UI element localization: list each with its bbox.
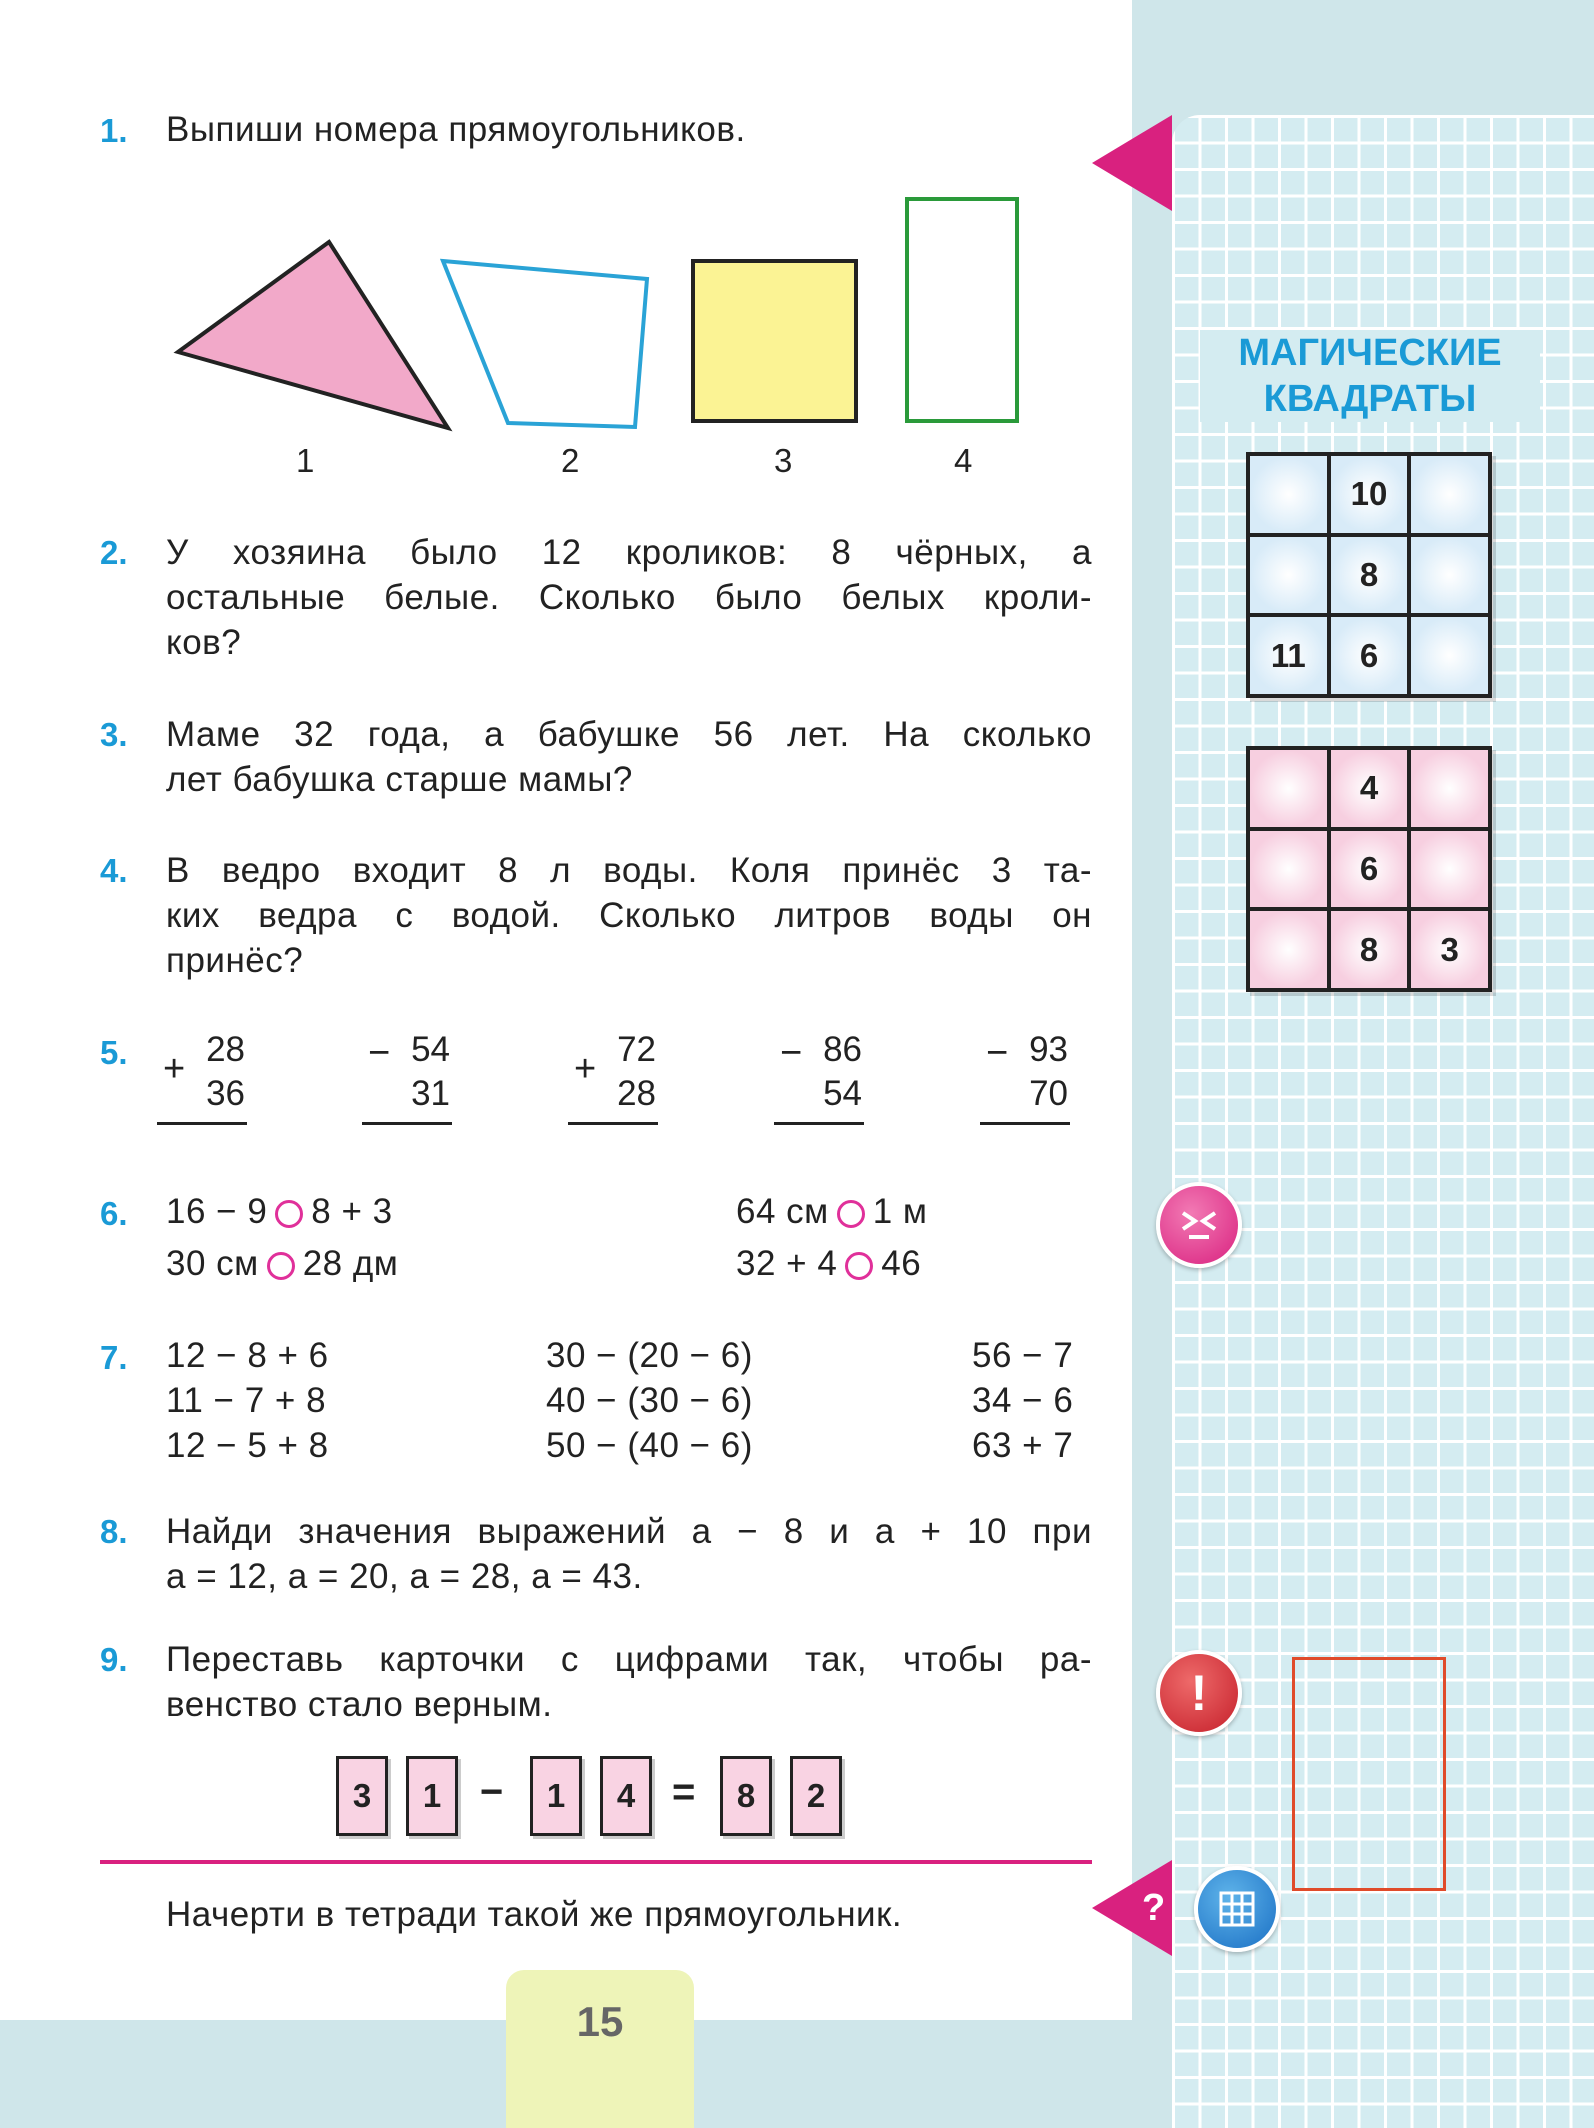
divider — [100, 1860, 1092, 1864]
magic-cell[interactable]: 11 — [1250, 617, 1327, 694]
task-line: ков? — [166, 623, 242, 662]
compare-row — [736, 1244, 921, 1284]
operand-top: 93 — [1029, 1030, 1068, 1069]
minus-sign: − — [480, 1770, 504, 1814]
page-number: 15 — [506, 1970, 694, 2128]
sample-rectangle — [1292, 1657, 1446, 1891]
operand-top: 72 — [617, 1030, 656, 1069]
magic-cell[interactable] — [1411, 456, 1488, 533]
compare-left: 32 + 4 — [736, 1244, 838, 1283]
operator: + — [163, 1048, 186, 1090]
square-shape — [693, 261, 856, 421]
magic-cell[interactable]: 6 — [1331, 617, 1408, 694]
magic-cell[interactable] — [1250, 911, 1327, 988]
expression: 30 − (20 − 6) — [546, 1336, 753, 1375]
exclamation-icon[interactable]: ! — [1156, 1650, 1242, 1736]
svg-text:?: ? — [1142, 1887, 1166, 1929]
compare-circle[interactable] — [837, 1200, 865, 1228]
magic-cell[interactable] — [1411, 537, 1488, 614]
sum-line — [774, 1122, 864, 1125]
task-line: венство стало верным. — [166, 1685, 553, 1724]
sidebar-title — [1200, 330, 1540, 422]
sidebar-title-line: КВАДРАТЫ — [1263, 378, 1477, 420]
compare-left: 16 − 9 — [166, 1192, 268, 1231]
column-calc — [360, 1030, 452, 1130]
bookmark-triangle-icon — [1092, 115, 1172, 211]
digit-card[interactable]: 8 — [720, 1756, 772, 1836]
task-line: ких ведра с водой. Сколько литров воды он — [166, 896, 1092, 935]
operator: − — [368, 1032, 391, 1074]
compare-icon[interactable] — [1156, 1182, 1242, 1268]
column-calc — [566, 1030, 658, 1130]
compare-circle[interactable] — [267, 1252, 295, 1280]
expression: 12 − 8 + 6 — [166, 1336, 329, 1375]
magic-cell[interactable] — [1250, 537, 1327, 614]
task-line: У хозяина было 12 кроликов: 8 чёрных, а — [166, 533, 1092, 572]
column-calc — [772, 1030, 864, 1130]
compare-right: 28 дм — [302, 1244, 399, 1283]
task-number: 7. — [100, 1339, 128, 1376]
digit-card[interactable]: 3 — [336, 1756, 388, 1836]
magic-cell[interactable] — [1411, 617, 1488, 694]
bottom-task-text: Начерти в тетради такой же прямоугольник. — [166, 1895, 903, 1934]
expression: 40 − (30 − 6) — [546, 1381, 753, 1420]
rectangle-shape — [907, 199, 1017, 421]
task-line: a = 12, a = 20, a = 28, a = 43. — [166, 1557, 643, 1596]
digit-card[interactable]: 1 — [406, 1756, 458, 1836]
task-line: Найди значения выражений a − 8 и a + 10 при — [166, 1512, 1092, 1551]
column-calc — [978, 1030, 1070, 1130]
compare-row — [166, 1244, 398, 1284]
compare-right: 46 — [881, 1244, 922, 1283]
task-number: 5. — [100, 1034, 128, 1071]
magic-cell[interactable]: 4 — [1331, 750, 1408, 827]
operand-bottom: 70 — [1029, 1074, 1068, 1113]
magic-cell[interactable]: 3 — [1411, 911, 1488, 988]
task-number: 9. — [100, 1641, 128, 1678]
column-calc — [155, 1030, 247, 1130]
expression: 63 + 7 — [972, 1426, 1074, 1465]
expression: 34 − 6 — [972, 1381, 1074, 1420]
task-line: Маме 32 года, а бабушке 56 лет. На сколько — [166, 715, 1092, 754]
sum-line — [157, 1122, 247, 1125]
triangle-shape — [178, 242, 448, 428]
task-number: 4. — [100, 852, 128, 889]
equals-sign: = — [672, 1770, 696, 1814]
expression: 11 − 7 + 8 — [166, 1381, 327, 1420]
operand-top: 28 — [206, 1030, 245, 1069]
expression: 12 − 5 + 8 — [166, 1426, 329, 1465]
shape-label: 3 — [774, 442, 793, 479]
digit-card[interactable]: 1 — [530, 1756, 582, 1836]
magic-cell[interactable] — [1411, 831, 1488, 908]
task-number: 2. — [100, 534, 128, 571]
magic-cell[interactable]: 6 — [1331, 831, 1408, 908]
shape-label: 2 — [561, 442, 580, 479]
operand-bottom: 54 — [823, 1074, 862, 1113]
compare-left: 64 см — [736, 1192, 829, 1231]
operand-top: 54 — [411, 1030, 450, 1069]
task-line: Переставь карточки с цифрами так, чтобы ра- — [166, 1640, 1092, 1679]
task-line: лет бабушка старше мамы? — [166, 760, 633, 799]
task-number: 6. — [100, 1195, 128, 1232]
task-line: В ведро входит 8 л воды. Коля принёс 3 та- — [166, 851, 1092, 890]
operator: + — [574, 1048, 597, 1090]
task-number: 8. — [100, 1513, 128, 1550]
compare-right: 8 + 3 — [311, 1192, 393, 1231]
sum-line — [362, 1122, 452, 1125]
task-number: 1. — [100, 112, 128, 149]
grid-icon[interactable] — [1194, 1866, 1280, 1952]
shapes-figure — [170, 195, 1030, 435]
compare-left: 30 см — [166, 1244, 259, 1283]
sum-line — [980, 1122, 1070, 1125]
trapezoid-shape — [443, 261, 647, 427]
operator: − — [780, 1032, 803, 1074]
task-line: остальные белые. Сколько было белых кроли- — [166, 578, 1092, 617]
compare-row — [166, 1192, 393, 1232]
operand-bottom: 28 — [617, 1074, 656, 1113]
compare-circle[interactable] — [845, 1252, 873, 1280]
operand-bottom: 31 — [411, 1074, 450, 1113]
digit-card[interactable]: 4 — [600, 1756, 652, 1836]
magic-cell[interactable] — [1250, 831, 1327, 908]
digit-card[interactable]: 2 — [790, 1756, 842, 1836]
compare-circle[interactable] — [275, 1200, 303, 1228]
task-line: принёс? — [166, 941, 304, 980]
compare-right: 1 м — [872, 1192, 928, 1231]
sum-line — [568, 1122, 658, 1125]
sidebar-title-line: МАГИЧЕСКИЕ — [1238, 332, 1502, 374]
task-text: Выпиши номера прямоугольников. — [166, 110, 746, 149]
question-icon[interactable] — [1092, 1860, 1172, 1956]
magic-square-blue — [1246, 452, 1492, 698]
magic-cell[interactable]: 8 — [1331, 537, 1408, 614]
magic-cell[interactable]: 10 — [1331, 456, 1408, 533]
magic-cell[interactable]: 8 — [1331, 911, 1408, 988]
compare-row — [736, 1192, 927, 1232]
magic-cell[interactable] — [1250, 750, 1327, 827]
operator: − — [986, 1032, 1009, 1074]
magic-cell[interactable] — [1250, 456, 1327, 533]
magic-cell[interactable] — [1411, 750, 1488, 827]
expression: 56 − 7 — [972, 1336, 1074, 1375]
shape-label: 1 — [296, 442, 315, 479]
shape-label: 4 — [954, 442, 973, 479]
task-number: 3. — [100, 716, 128, 753]
expression: 50 − (40 − 6) — [546, 1426, 753, 1465]
operand-top: 86 — [823, 1030, 862, 1069]
operand-bottom: 36 — [206, 1074, 245, 1113]
magic-square-pink — [1246, 746, 1492, 992]
